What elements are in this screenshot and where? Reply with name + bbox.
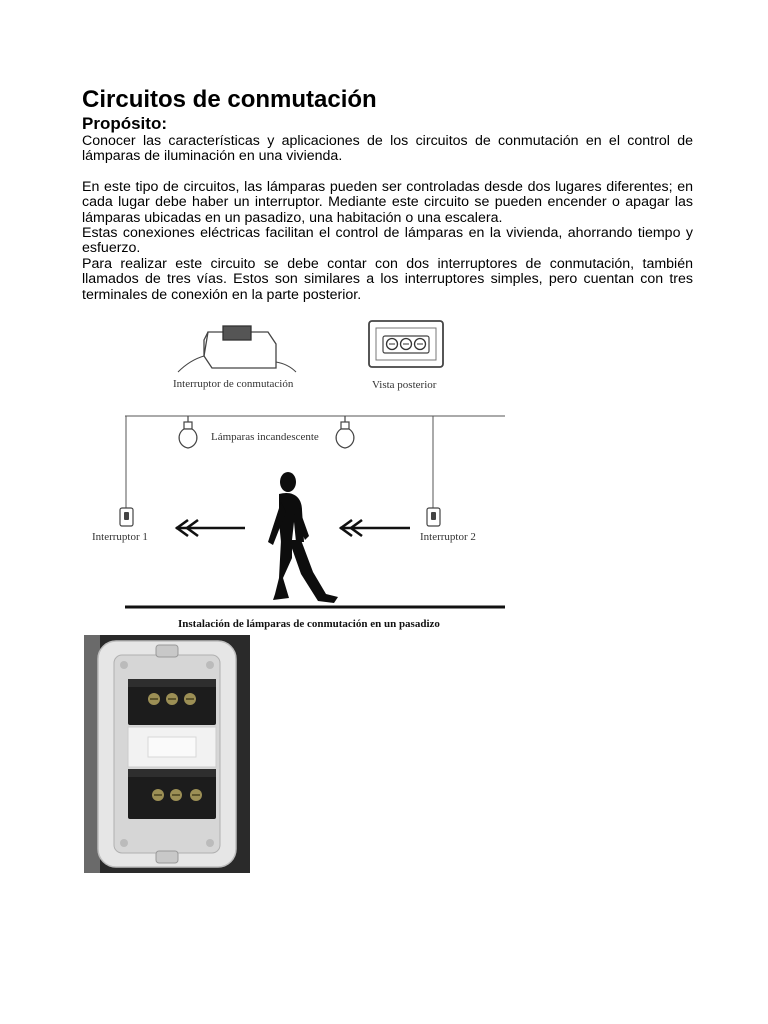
walking-person-icon xyxy=(268,472,338,603)
bulb-icon xyxy=(179,416,197,448)
paragraph: Para realizar este circuito se debe contar con dos interruptores de conmutación, también llamados de tres vías. Estos son similares a los interruptores simples, pero cuentan con tres terminales de conexión en la parte posterior. xyxy=(82,256,693,303)
switch-icon xyxy=(427,508,440,526)
page-title: Circuitos de conmutación xyxy=(82,86,377,113)
switch-plate-photo-icon xyxy=(84,635,250,873)
paragraph: Estas conexiones eléctricas facilitan el control de lámparas en la vivienda, ahorrando tiempo y esfuerzo. xyxy=(82,225,693,257)
switch-box-icon xyxy=(178,326,296,372)
bulb-icon xyxy=(336,416,354,448)
switch-icon xyxy=(120,508,133,526)
paragraph: En este tipo de circuitos, las lámparas pueden ser controladas desde dos lugares diferentes; en cada lugar debe haber un interruptor. Mediante este circuito se pueden encender o apagar las lámparas ubicadas en un pasadizo, una habitación o una escalera. xyxy=(82,179,693,226)
lamps-label: Lámparas incandescente xyxy=(211,431,319,443)
arrow-left-icon xyxy=(176,520,245,536)
switch-module-top xyxy=(128,679,216,725)
switch1-label: Interruptor 1 xyxy=(92,531,148,543)
back-view-label: Vista posterior xyxy=(372,379,437,391)
circuit-diagram xyxy=(80,310,520,635)
arrow-left-icon xyxy=(340,520,410,536)
back-view-terminals-icon xyxy=(369,321,443,367)
switch-module-bottom xyxy=(128,769,216,819)
section-heading: Propósito: xyxy=(82,114,167,133)
switch2-label: Interruptor 2 xyxy=(420,531,476,543)
paragraph: Conocer las características y aplicaciones de los circuitos de conmutación en el control de lámparas de iluminación en una vivienda. xyxy=(82,133,693,165)
diagram-caption: Instalación de lámparas de conmutación en un pasadizo xyxy=(178,618,440,630)
switch-label: Interruptor de conmutación xyxy=(173,378,294,390)
